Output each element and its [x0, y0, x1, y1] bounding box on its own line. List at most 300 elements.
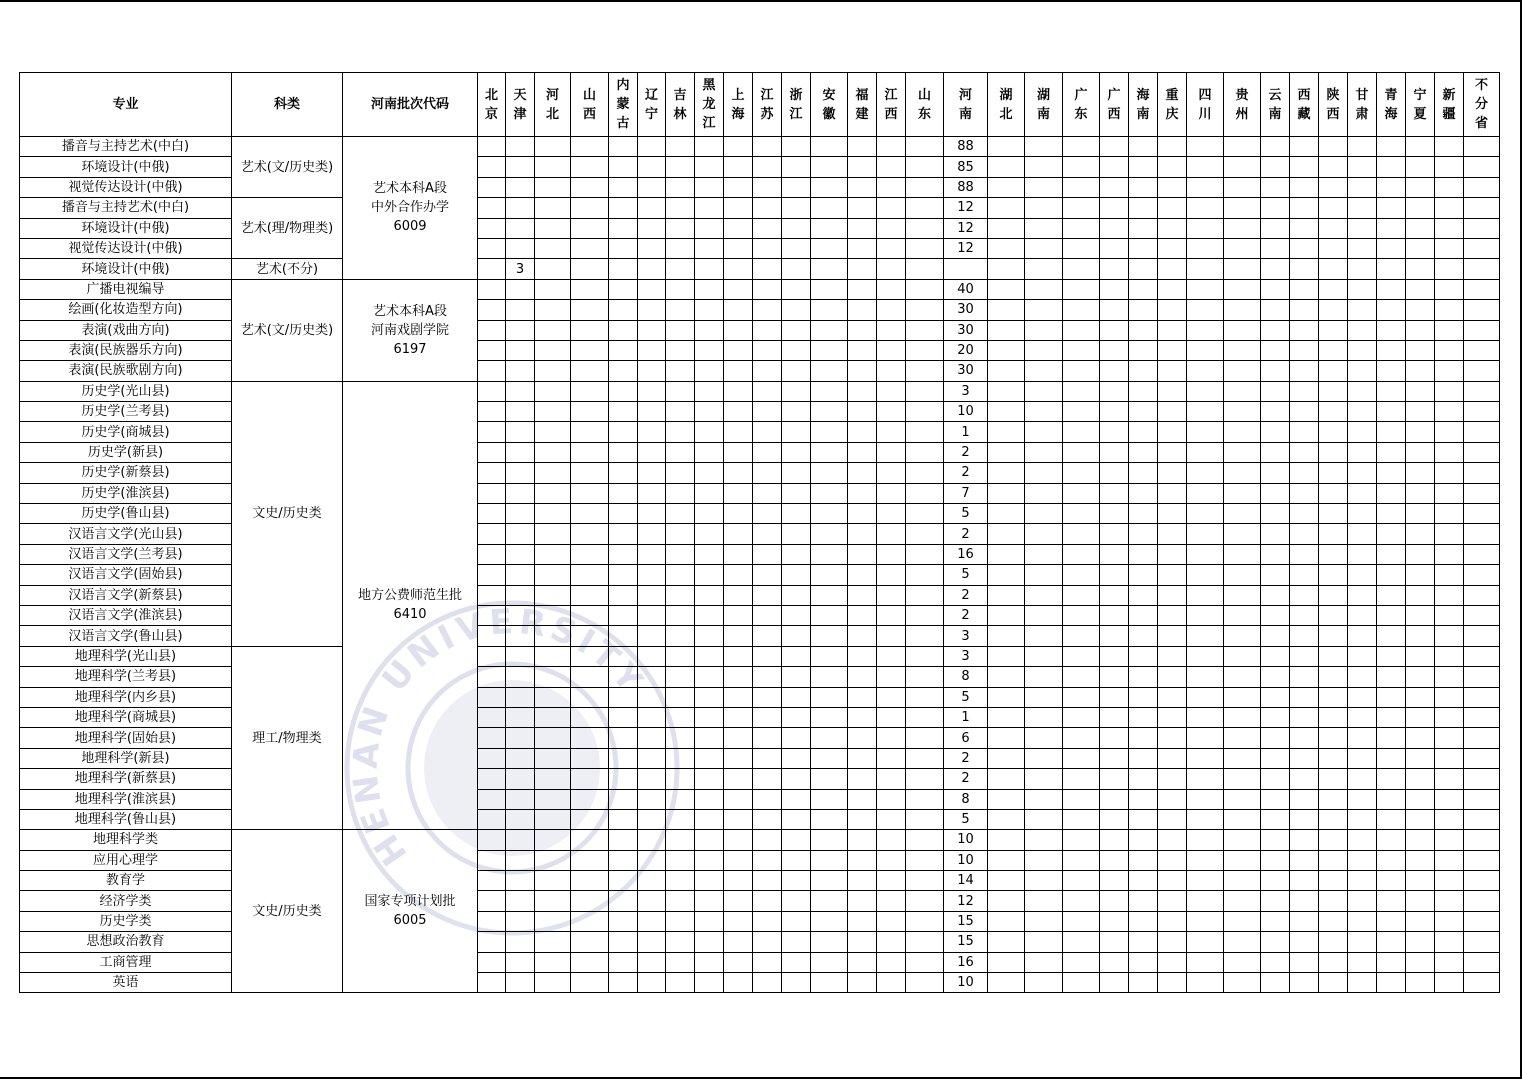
quota-cell	[1348, 463, 1377, 483]
quota-cell	[1348, 728, 1377, 748]
quota-cell: 3	[944, 381, 988, 401]
major-cell: 地理科学(新县)	[20, 748, 232, 768]
quota-cell	[1406, 605, 1435, 625]
quota-cell	[666, 544, 695, 564]
quota-cell	[1158, 605, 1187, 625]
quota-cell	[1100, 911, 1129, 931]
quota-cell	[906, 585, 944, 605]
quota-cell	[848, 565, 877, 585]
quota-cell	[1435, 830, 1464, 850]
province-header-label: 云南	[1268, 87, 1282, 122]
quota-cell	[1100, 850, 1129, 870]
quota-cell	[1348, 279, 1377, 299]
major-cell: 地理科学(光山县)	[20, 646, 232, 666]
quota-cell	[1063, 259, 1100, 279]
quota-cell	[1319, 626, 1348, 646]
quota-cell	[988, 687, 1025, 707]
quota-cell	[1377, 932, 1406, 952]
quota-cell	[535, 137, 571, 157]
province-header	[877, 73, 906, 137]
quota-cell	[988, 300, 1025, 320]
quota-cell	[1290, 340, 1319, 360]
quota-cell	[724, 381, 753, 401]
quota-cell	[988, 524, 1025, 544]
quota-cell	[1158, 626, 1187, 646]
quota-cell	[1261, 442, 1290, 462]
quota-cell	[571, 320, 609, 340]
province-header	[535, 73, 571, 137]
quota-cell	[1261, 565, 1290, 585]
major-cell: 地理科学(鲁山县)	[20, 809, 232, 829]
quota-cell	[1261, 830, 1290, 850]
quota-cell	[1290, 463, 1319, 483]
quota-cell	[1377, 238, 1406, 258]
quota-cell	[753, 565, 782, 585]
province-header-label: 河北	[545, 87, 559, 122]
quota-cell	[695, 932, 724, 952]
quota-cell	[1224, 198, 1261, 218]
quota-cell	[666, 137, 695, 157]
quota-cell	[848, 585, 877, 605]
quota-cell	[1187, 340, 1224, 360]
quota-cell	[988, 361, 1025, 381]
quota-cell	[1063, 137, 1100, 157]
quota-cell	[1261, 279, 1290, 299]
quota-cell	[753, 605, 782, 625]
quota-cell	[811, 361, 848, 381]
quota-cell	[1063, 524, 1100, 544]
major-cell: 地理科学(新蔡县)	[20, 769, 232, 789]
quota-cell	[811, 544, 848, 564]
quota-cell	[535, 809, 571, 829]
quota-cell: 3	[944, 646, 988, 666]
province-header-label: 内蒙古	[616, 78, 630, 131]
quota-cell	[782, 707, 811, 727]
quota-cell	[571, 707, 609, 727]
quota-cell	[1129, 585, 1158, 605]
quota-cell	[609, 728, 638, 748]
quota-cell	[535, 952, 571, 972]
quota-cell	[571, 259, 609, 279]
quota-cell: 2	[944, 605, 988, 625]
quota-cell	[506, 626, 535, 646]
quota-cell	[1435, 340, 1464, 360]
quota-cell	[1261, 504, 1290, 524]
major-cell: 汉语言文学(鲁山县)	[20, 626, 232, 646]
quota-cell	[1158, 707, 1187, 727]
quota-cell	[1158, 279, 1187, 299]
quota-cell	[944, 259, 988, 279]
quota-cell	[609, 238, 638, 258]
quota-cell	[666, 157, 695, 177]
quota-cell	[1348, 585, 1377, 605]
quota-cell	[1100, 932, 1129, 952]
quota-cell	[724, 565, 753, 585]
quota-cell	[1224, 238, 1261, 258]
quota-cell	[1063, 789, 1100, 809]
quota-cell	[724, 442, 753, 462]
quota-cell	[609, 952, 638, 972]
quota-cell: 15	[944, 911, 988, 931]
quota-cell	[1063, 279, 1100, 299]
quota-cell	[1377, 585, 1406, 605]
quota-cell	[1377, 504, 1406, 524]
quota-cell	[906, 137, 944, 157]
quota-cell	[1377, 830, 1406, 850]
quota-cell	[478, 218, 506, 238]
quota-cell	[753, 789, 782, 809]
quota-cell	[1290, 422, 1319, 442]
quota-cell	[1063, 463, 1100, 483]
quota-cell	[811, 626, 848, 646]
quota-cell	[1406, 626, 1435, 646]
quota-cell	[1025, 830, 1063, 850]
quota-cell	[877, 483, 906, 503]
quota-cell	[1224, 422, 1261, 442]
quota-cell	[906, 361, 944, 381]
quota-cell	[782, 687, 811, 707]
quota-cell	[1348, 442, 1377, 462]
quota-cell	[753, 524, 782, 544]
quota-cell	[1290, 769, 1319, 789]
quota-cell	[1025, 565, 1063, 585]
quota-cell	[478, 300, 506, 320]
major-cell: 环境设计(中俄)	[20, 157, 232, 177]
quota-cell	[609, 667, 638, 687]
province-header-label: 甘肃	[1355, 87, 1369, 122]
quota-cell	[1290, 973, 1319, 993]
quota-cell	[1129, 483, 1158, 503]
quota-cell	[877, 565, 906, 585]
quota-cell	[638, 402, 666, 422]
quota-cell	[848, 463, 877, 483]
quota-cell	[1063, 707, 1100, 727]
quota-cell	[695, 728, 724, 748]
quota-cell	[724, 707, 753, 727]
quota-cell	[1224, 279, 1261, 299]
quota-cell	[666, 422, 695, 442]
major-cell: 历史学(鲁山县)	[20, 504, 232, 524]
table-row	[20, 646, 1500, 666]
quota-cell	[877, 646, 906, 666]
quota-cell: 3	[506, 259, 535, 279]
quota-cell	[1319, 667, 1348, 687]
quota-cell	[1435, 626, 1464, 646]
quota-cell	[1377, 626, 1406, 646]
quota-cell	[609, 789, 638, 809]
quota-cell	[695, 422, 724, 442]
quota-cell	[724, 157, 753, 177]
quota-cell	[1319, 259, 1348, 279]
quota-cell: 10	[944, 973, 988, 993]
quota-cell	[1290, 626, 1319, 646]
quota-cell	[906, 340, 944, 360]
quota-cell	[609, 973, 638, 993]
quota-cell	[724, 463, 753, 483]
quota-cell	[1406, 238, 1435, 258]
quota-cell	[1319, 871, 1348, 891]
quota-cell	[1224, 809, 1261, 829]
quota-cell	[571, 789, 609, 809]
quota-cell	[478, 137, 506, 157]
quota-cell	[848, 320, 877, 340]
quota-cell	[877, 728, 906, 748]
quota-cell	[1290, 157, 1319, 177]
quota-cell	[666, 483, 695, 503]
quota-cell	[811, 422, 848, 442]
quota-cell	[695, 177, 724, 197]
quota-cell	[988, 340, 1025, 360]
quota-cell	[609, 442, 638, 462]
province-header	[1158, 73, 1187, 137]
quota-cell	[478, 320, 506, 340]
quota-cell	[695, 830, 724, 850]
province-header	[506, 73, 535, 137]
quota-cell	[1406, 544, 1435, 564]
quota-cell	[571, 524, 609, 544]
major-cell: 播音与主持艺术(中白)	[20, 198, 232, 218]
quota-cell	[1348, 259, 1377, 279]
quota-cell	[1261, 748, 1290, 768]
quota-cell	[1464, 687, 1500, 707]
quota-cell	[724, 605, 753, 625]
quota-cell	[478, 789, 506, 809]
quota-cell	[506, 483, 535, 503]
quota-cell	[877, 952, 906, 972]
quota-cell	[1406, 707, 1435, 727]
quota-cell	[1406, 932, 1435, 952]
quota-cell	[609, 463, 638, 483]
quota-cell	[1224, 259, 1261, 279]
quota-cell	[1435, 667, 1464, 687]
quota-cell	[478, 932, 506, 952]
quota-cell	[811, 402, 848, 422]
quota-cell: 1	[944, 707, 988, 727]
quota-cell	[906, 218, 944, 238]
quota-cell	[811, 769, 848, 789]
quota-cell	[1187, 544, 1224, 564]
quota-cell	[1025, 707, 1063, 727]
quota-cell	[724, 646, 753, 666]
quota-cell	[506, 748, 535, 768]
quota-cell	[988, 422, 1025, 442]
province-header-label: 江西	[884, 87, 898, 122]
quota-cell	[1290, 871, 1319, 891]
quota-cell	[1319, 544, 1348, 564]
quota-cell	[1435, 361, 1464, 381]
quota-cell	[478, 830, 506, 850]
province-header	[1129, 73, 1158, 137]
quota-cell	[906, 442, 944, 462]
quota-cell	[1158, 300, 1187, 320]
quota-cell	[811, 646, 848, 666]
province-header	[782, 73, 811, 137]
quota-cell: 16	[944, 952, 988, 972]
quota-cell	[1063, 728, 1100, 748]
quota-cell	[571, 932, 609, 952]
quota-cell	[1290, 891, 1319, 911]
quota-cell	[724, 279, 753, 299]
quota-cell	[1290, 830, 1319, 850]
major-cell: 经济学类	[20, 891, 232, 911]
quota-cell	[1377, 565, 1406, 585]
quota-cell	[1348, 891, 1377, 911]
quota-cell	[1063, 198, 1100, 218]
quota-cell: 6	[944, 728, 988, 748]
quota-cell	[988, 769, 1025, 789]
quota-cell	[571, 442, 609, 462]
quota-cell: 8	[944, 789, 988, 809]
quota-cell	[1187, 932, 1224, 952]
quota-cell	[666, 585, 695, 605]
quota-cell	[609, 157, 638, 177]
quota-cell	[753, 218, 782, 238]
quota-cell	[1025, 524, 1063, 544]
quota-cell	[724, 973, 753, 993]
quota-cell	[666, 605, 695, 625]
province-header-label: 吉林	[673, 87, 687, 122]
quota-cell	[1464, 585, 1500, 605]
quota-cell	[906, 769, 944, 789]
quota-cell	[571, 585, 609, 605]
quota-cell	[1025, 279, 1063, 299]
quota-cell: 1	[944, 422, 988, 442]
quota-cell	[753, 279, 782, 299]
quota-cell	[638, 320, 666, 340]
quota-cell	[1377, 707, 1406, 727]
quota-cell	[724, 320, 753, 340]
province-header	[666, 73, 695, 137]
quota-cell	[1435, 932, 1464, 952]
quota-cell	[1319, 463, 1348, 483]
quota-cell	[1464, 157, 1500, 177]
quota-cell	[848, 402, 877, 422]
quota-cell	[1261, 769, 1290, 789]
category-cell: 艺术(不分)	[232, 259, 343, 279]
quota-cell	[906, 544, 944, 564]
quota-cell	[638, 463, 666, 483]
quota-cell	[811, 952, 848, 972]
quota-cell	[753, 809, 782, 829]
quota-cell	[695, 891, 724, 911]
quota-cell	[1348, 320, 1377, 340]
quota-cell	[535, 279, 571, 299]
quota-cell	[1377, 402, 1406, 422]
quota-cell	[1319, 137, 1348, 157]
quota-cell	[1025, 137, 1063, 157]
quota-cell	[666, 646, 695, 666]
quota-cell	[1464, 667, 1500, 687]
quota-cell	[571, 626, 609, 646]
quota-cell	[571, 973, 609, 993]
quota-cell	[877, 911, 906, 931]
quota-cell	[906, 320, 944, 340]
quota-cell	[1348, 911, 1377, 931]
quota-cell	[666, 850, 695, 870]
quota-cell	[724, 871, 753, 891]
major-cell: 环境设计(中俄)	[20, 259, 232, 279]
quota-cell	[811, 850, 848, 870]
quota-cell: 2	[944, 585, 988, 605]
quota-cell	[1025, 789, 1063, 809]
quota-cell	[988, 748, 1025, 768]
quota-cell	[1158, 544, 1187, 564]
quota-cell	[753, 830, 782, 850]
quota-cell	[724, 483, 753, 503]
quota-cell	[848, 871, 877, 891]
quota-cell	[609, 198, 638, 218]
quota-cell	[1290, 137, 1319, 157]
quota-cell	[1435, 605, 1464, 625]
quota-cell	[1100, 238, 1129, 258]
quota-cell	[1406, 402, 1435, 422]
quota-cell	[811, 259, 848, 279]
quota-cell	[877, 238, 906, 258]
quota-cell	[1261, 932, 1290, 952]
quota-cell	[1319, 646, 1348, 666]
quota-cell	[1406, 748, 1435, 768]
quota-cell	[1187, 504, 1224, 524]
quota-cell	[638, 218, 666, 238]
quota-cell	[1224, 871, 1261, 891]
quota-cell	[638, 259, 666, 279]
quota-cell	[1377, 177, 1406, 197]
batch-code-line: 艺术本科A段	[373, 181, 447, 197]
batch-code-line: 6197	[393, 341, 427, 357]
quota-cell: 5	[944, 687, 988, 707]
quota-cell	[609, 565, 638, 585]
quota-cell	[506, 381, 535, 401]
quota-cell	[638, 504, 666, 524]
quota-cell	[666, 707, 695, 727]
quota-cell	[1063, 300, 1100, 320]
quota-cell	[535, 646, 571, 666]
quota-cell	[1129, 871, 1158, 891]
watermark-seal-text: HENAN UNIVERSITY	[345, 601, 650, 873]
quota-cell	[1406, 585, 1435, 605]
quota-cell	[1319, 361, 1348, 381]
quota-cell	[1377, 198, 1406, 218]
quota-cell: 12	[944, 218, 988, 238]
quota-cell	[811, 442, 848, 462]
quota-cell	[988, 157, 1025, 177]
major-cell: 地理科学(商城县)	[20, 707, 232, 727]
quota-cell	[535, 789, 571, 809]
quota-cell	[1129, 361, 1158, 381]
quota-cell	[1100, 728, 1129, 748]
quota-cell	[535, 442, 571, 462]
quota-cell	[1464, 137, 1500, 157]
quota-cell	[1100, 504, 1129, 524]
quota-cell	[1261, 891, 1290, 911]
quota-cell	[666, 748, 695, 768]
quota-cell	[1348, 871, 1377, 891]
quota-cell	[1224, 952, 1261, 972]
quota-cell	[666, 238, 695, 258]
quota-cell	[1224, 789, 1261, 809]
quota-cell	[1290, 320, 1319, 340]
quota-cell	[666, 973, 695, 993]
quota-cell	[666, 259, 695, 279]
quota-cell	[506, 402, 535, 422]
quota-cell	[906, 402, 944, 422]
quota-cell: 14	[944, 871, 988, 891]
quota-cell	[1025, 442, 1063, 462]
quota-cell	[848, 605, 877, 625]
quota-cell	[1063, 504, 1100, 524]
quota-cell	[1129, 891, 1158, 911]
quota-cell	[666, 442, 695, 462]
